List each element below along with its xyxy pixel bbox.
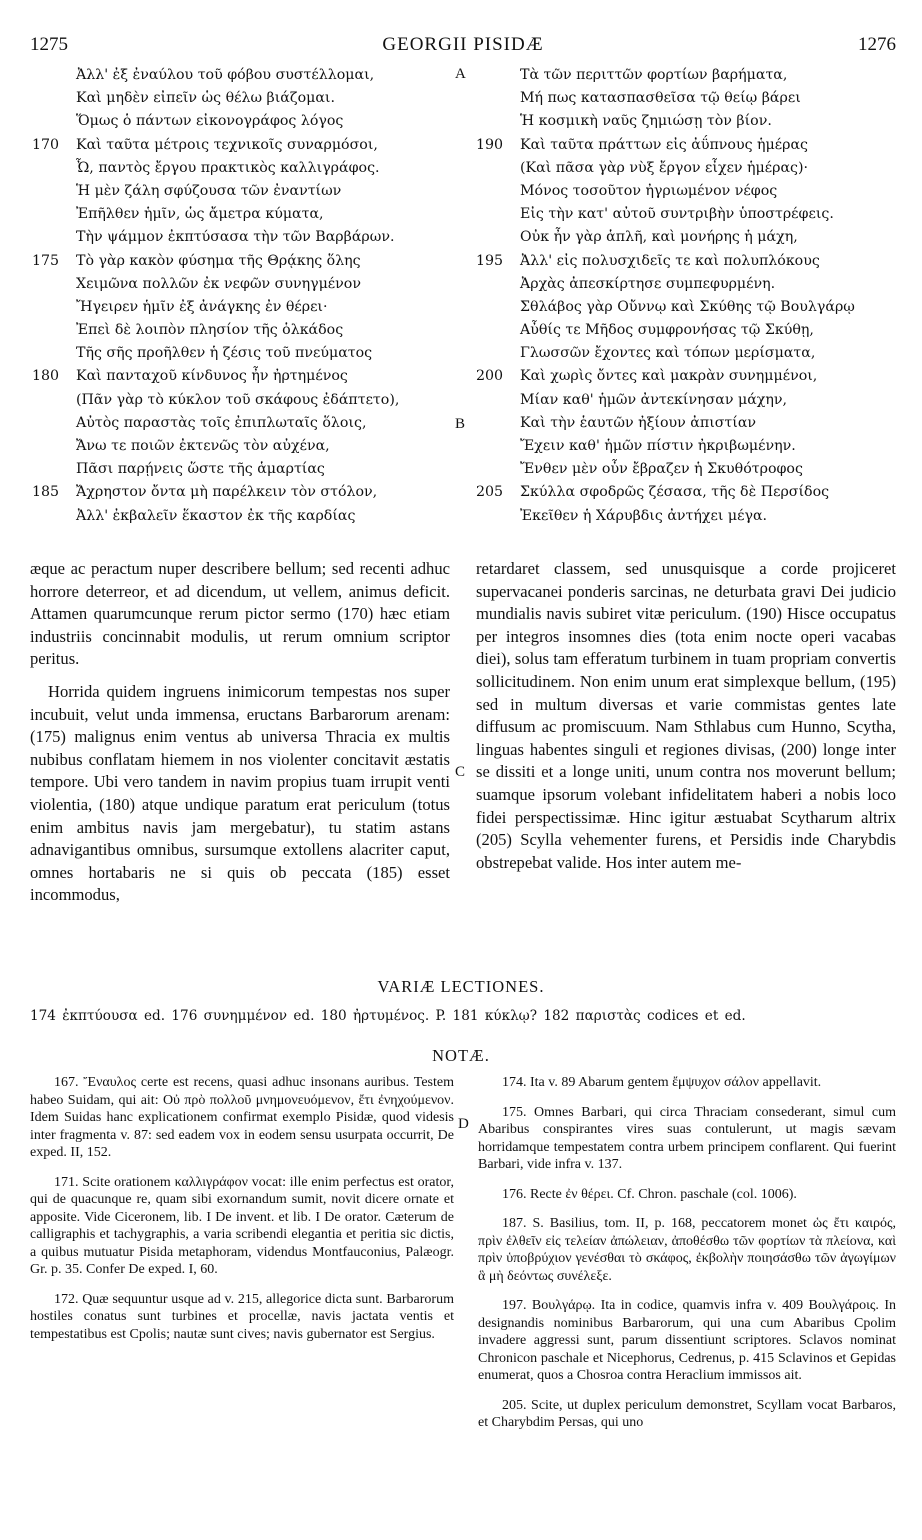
verse-text: (Καὶ πᾶσα γὰρ νὺξ ἔργον εἶχεν ἡμέρας)· [520, 159, 809, 176]
verse-text: Ἄνω τε ποιῶν ἐκτενῶς τὸν αὐχένα, [76, 438, 330, 454]
verse-line [476, 296, 896, 319]
running-title: GEORGII PISIDÆ [382, 34, 544, 55]
page-header [30, 34, 896, 58]
verse-line [32, 203, 460, 226]
verse-number: 190 [476, 136, 504, 153]
verse-text: Ἀρχὰς ἀπεσκίρτησε συμπεφυρμένη. [520, 275, 776, 292]
verse-text: Ὦ, παντὸς ἔργου πρακτικὸς καλλιγράφος. [76, 159, 380, 176]
verse-line [476, 505, 896, 528]
verse-text: Σθλάβος γὰρ Οὔννῳ καὶ Σκύθης τῷ Βουλγάρῳ [520, 298, 855, 315]
verse-text: Ἄχρηστον ὄντα μὴ παρέλκειν τὸν στόλον, [76, 484, 378, 501]
verse-line [476, 87, 896, 110]
verse-text: Εἰς τὴν κατ' αὐτοῦ συντριβὴν ὑποστρέφεις. [520, 206, 834, 223]
verse-line [476, 134, 896, 157]
verse-number: 205 [476, 484, 504, 501]
notes-right [478, 1074, 896, 1444]
verse-text: Σκύλλα σφοδρῶς ζέσασα, τῆς δὲ Περσίδος [520, 484, 830, 501]
note-paragraph: 174. Ita v. 89 Abarum gentem ἔμψυχον σάλον appellavit. [502, 1075, 822, 1090]
verse-line [32, 296, 460, 319]
latin-translation-right [476, 558, 896, 884]
verse-text: Μόνος τοσοῦτον ἠγριωμένον νέφος [520, 182, 778, 199]
latin-paragraph: Horrida quidem ingruens inimicorum tempestas nos super incubuit, velut unda immensa, eructans Barbarorum arenam: (175) malignus enim ventus ab universa Thracia ex multis nubibus conflatam hiemem in nos violenter concitavit æstatis tempore. Ubi vero tandem in navim propius tuam irrupit venti violentia, (180) atque undique paratum erat periculum (totus enim ambitus navis jam mergebatur), tu statim astans adnavigantibus omnibus, sursumque extollens alacriter caput, omnes hortabaris ne si quis ob peccata (185) esset incommodus, [30, 681, 450, 905]
verse-text: Ἔχειν καθ' ἡμῶν πίστιν ἠκριβωμένην. [520, 438, 796, 454]
verse-line [32, 481, 460, 504]
verse-text: Ὅμως ὁ πάντων εἰκονογράφος λόγος [76, 113, 344, 130]
verse-line [32, 64, 460, 87]
verse-text: Μίαν καθ' ἡμῶν ἀντεκίνησαν μάχην, [520, 391, 788, 408]
verse-text: Καὶ τὴν ἑαυτῶν ἠξίουν ἀπιστίαν [520, 414, 757, 431]
margin-letter-a: A [455, 66, 466, 82]
note-paragraph: 167. Ἔναυλος certe est recens, quasi adhuc insonans auribus. Testem habeo Suidam, qui ait: Οὐ πρὸ πολλοῦ μνημονευόμενον, ἔτι ἐνηχούμενον. Idem Suidas hanc explicationem confirmat exemplo Pisidæ, quod videsis inter fragmenta v. 87: sed eadem vox in eodem sensu usurpata occurrit, De exped. II, 152. [30, 1075, 454, 1160]
verse-line [476, 110, 896, 133]
note-paragraph: 205. Scite, ut duplex periculum demonstret, Scyllam vocat Barbaros, et Charybdim Persas, qui uno [478, 1397, 896, 1430]
verse-number: 180 [32, 368, 60, 385]
greek-verses-left [32, 64, 460, 528]
latin-paragraph: æque ac peractum nuper describere bellum; sed recenti adhuc horrore deterreor, et ad dicendum, ut vellem, animus deficit. Attamen quarumcunque rerum pictor sermo (170) hæc etiam industriis concinnabit modulis, ut rerum omnium scriptor peritus. [30, 559, 450, 669]
note-paragraph: 175. Omnes Barbari, qui circa Thraciam consederant, simul cum Abaribus conspirantes vires suas contulerunt, ut magis sævam horridamque tempestatem contra urbem principem conflarent. Qui fuerint Barbari, vide infra v. 137. [478, 1104, 896, 1172]
verse-text: Γλωσσῶν ἔχοντες καὶ τόπων μερίσματα, [520, 345, 816, 362]
note-paragraph: 171. Scite orationem καλλιγράφον vocat: ille enim perfectus est orator, qui de quacunque re, quam sibi exornandum sumit, novit dicere ornate et apposite. Vide Ciceronem, lib. I De invent. et lib. I De orator. Cæterum de calligraphis et tachygraphis, a varia scribendi elegantia et peritia sic dictis, a quibus mutuatur Pisida metaphoram, videndus Montfauconius, Palæogr. Gr. p. 35. Confer De exped. I, 60. [30, 1174, 454, 1277]
verse-line [476, 273, 896, 296]
latin-paragraph: retardaret classem, sed unusquisque a corde projiceret supervacanei ponderis sarcinas, ne deturbata gravi Dei judicio mundialis navis subiret vitæ periculum. (190) Hisce occupatus per integros insomnes dies (tota enim nocte operi vacabas diei), solus tam efferatum turbinem in tuam propriam convertis sollicitudinem. Non enim unum erat simplexque bellum, (195) sed in multum diversas et varie commistas gentes late diffusum ac promiscuum. Nam Sthlabus cum Hunno, Scytha, linguas habentes singuli et regiones divisas, (200) longe inter se dissiti et a longe uniti, unum contra nos moverunt bellum; suamque ipsorum volebant infidelitatem haberi a nobis loco fidei perspectissimæ. Hinc igitur æstuabat Scytharum altrix (205) Scylla vehementer furens, et Persidis inde Charybdis obstrepebat valide. Hos inter autem me- [476, 559, 896, 872]
verse-line [32, 435, 460, 458]
verse-line [32, 250, 460, 273]
page-number-left: 1275 [30, 34, 68, 55]
verse-text: Πᾶσι παρῄνεις ὥστε τῆς ἁμαρτίας [76, 461, 325, 478]
verse-line [32, 412, 460, 435]
verse-text: Ἐπῆλθεν ἡμῖν, ὡς ἄμετρα κύματα, [76, 206, 324, 223]
verse-text: Ἔνθεν μὲν οὖν ἔβραζεν ἡ Σκυθότροφος [520, 461, 803, 478]
verse-line [32, 342, 460, 365]
verse-line [32, 319, 460, 342]
verse-text: Αὖθίς τε Μῆδος συμφρονήσας τῷ Σκύθῃ, [520, 322, 814, 339]
verse-text: (Πᾶν γὰρ τὸ κύκλον τοῦ σκάφους ἐδάπτετο), [76, 391, 400, 408]
verse-text: Καὶ ταῦτα μέτροις τεχνικοῖς συναρμόσοι, [76, 136, 378, 153]
verse-line [476, 319, 896, 342]
verse-line [476, 342, 896, 365]
variae-lectiones-heading: VARIÆ LECTIONES. [377, 977, 545, 996]
verse-line [32, 273, 460, 296]
note-paragraph: 197. Βουλγάρῳ. Ita in codice, quamvis infra v. 409 Βουλγάροις. In designandis nominibus Barbarorum, qui una cum Abaribus Cpolim invadere aggressi sunt, parum dissentiunt scriptores. Sclavos nominat Chronicon paschale et Nicephorus, Cedrenus, p. 415 Sclavinos et Gepidas enumerat, quos a Chosroa contra Heraclium immissos ait. [478, 1298, 896, 1383]
verse-text: Ἐπεὶ δὲ λοιπὸν πλησίον τῆς ὁλκάδος [76, 322, 344, 339]
note-paragraph: 176. Recte ἐν θέρει. Cf. Chron. paschale (col. 1006). [502, 1186, 797, 1202]
verse-text: Αὐτὸς παραστὰς τοῖς ἐπιπλωταῖς ὅλοις, [76, 414, 367, 431]
verse-line [32, 505, 460, 528]
verse-text: Τὴν ψάμμον ἐκπτύσασα τὴν τῶν Βαρβάρων. [76, 229, 395, 246]
verse-line [476, 481, 896, 504]
verse-text: Καὶ πανταχοῦ κίνδυνος ἦν ἠρτημένος [76, 368, 348, 385]
verse-number: 175 [32, 252, 60, 269]
verse-line [476, 180, 896, 203]
verse-line [476, 64, 896, 87]
verse-line [476, 412, 896, 435]
verse-text: Καὶ μηδὲν εἰπεῖν ὡς θέλω βιάζομαι. [76, 90, 335, 107]
verse-text: Ἀλλ' ἐξ ἐναύλου τοῦ φόβου συστέλλομαι, [76, 67, 375, 83]
verse-number: 200 [476, 368, 504, 385]
variae-lectiones-text: 174 ἐκπτύουσα ed. 176 συνημμένον ed. 180 ἠρτυμένος. P. 181 κύκλῳ? 182 παριστὰς codices et ed. [30, 1008, 746, 1024]
verse-line [32, 365, 460, 388]
verse-line [32, 157, 460, 180]
verse-number: 185 [32, 484, 60, 501]
verse-text: Ἤγειρεν ἡμῖν ἐξ ἀνάγκης ἐν θέρει· [76, 298, 328, 315]
verse-text: Οὐκ ἦν γὰρ ἁπλῆ, καὶ μονήρης ἡ μάχη, [520, 229, 798, 246]
verse-text: Τὸ γὰρ κακὸν φύσημα τῆς Θρᾴκης ὅλης [76, 252, 361, 269]
verse-text: Ἐκεῖθεν ἡ Χάρυβδις ἀντήχει μέγα. [520, 507, 768, 524]
verse-text: Ἀλλ' ἐκβαλεῖν ἕκαστον ἐκ τῆς καρδίας [76, 507, 356, 524]
notes-left [30, 1074, 454, 1355]
verse-text: Ἀλλ' εἰς πολυσχιδεῖς τε καὶ πολυπλόκους [520, 252, 820, 269]
note-paragraph: 172. Quæ sequuntur usque ad v. 215, allegorice dicta sunt. Barbarorum hostiles conatus sunt turbines et procellæ, navis jactata ventis et tempestatibus est Cpolis; nautæ sunt cives; navis gubernator est Sergius. [30, 1291, 454, 1342]
verse-line [476, 250, 896, 273]
verse-line [476, 435, 896, 458]
verse-line [32, 180, 460, 203]
verse-line [476, 226, 896, 249]
greek-verses-right [476, 64, 896, 528]
verse-text: Μή πως κατασπασθεῖσα τῷ θείῳ βάρει [520, 90, 801, 107]
verse-line [476, 157, 896, 180]
verse-text: Τὰ τῶν περιττῶν φορτίων βαρήματα, [520, 67, 788, 83]
verse-text: Καὶ ταῦτα πράττων εἰς ἀΰπνους ἡμέρας [520, 136, 808, 153]
notae-heading: NOTÆ. [432, 1046, 490, 1065]
latin-translation-left [30, 558, 450, 917]
verse-line [476, 365, 896, 388]
verse-line [32, 110, 460, 133]
verse-line [476, 203, 896, 226]
verse-text: Τῆς σῆς προῆλθεν ἡ ζέσις τοῦ πνεύματος [76, 345, 373, 362]
note-paragraph: 187. S. Basilius, tom. II, p. 168, peccatorem monet ὡς ἔτι καιρός, πρὶν ἐλθεῖν εἰς τελείαν ἀπώλειαν, ἀποθέσθω τῶν φορτίων τὰ πλείονα, καὶ πρὶν ὑποβρύχιον γενέσθαι τὸ σκάφος, ἐκβολὴν ποιησάσθω τῶν ἀγωγίμων ἃ μὴ δεόντως συνέλεξε. [478, 1216, 896, 1284]
verse-text: Ἡ κοσμικὴ ναῦς ζημιώσῃ τὸν βίον. [520, 113, 772, 130]
verse-number: 195 [476, 252, 504, 269]
verse-line [476, 389, 896, 412]
margin-letter-c: C [455, 764, 466, 780]
page-number-right: 1276 [858, 34, 896, 55]
verse-line [32, 458, 460, 481]
verse-text: Καὶ χωρὶς ὄντες καὶ μακρὰν συνημμένοι, [520, 368, 818, 385]
verse-line [32, 226, 460, 249]
verse-line [32, 87, 460, 110]
verse-line [32, 134, 460, 157]
margin-letter-d: D [458, 1116, 469, 1132]
verse-text: Χειμῶνα πολλῶν ἐκ νεφῶν συνηγμένον [76, 275, 361, 292]
verse-number: 170 [32, 136, 60, 153]
verse-line [32, 389, 460, 412]
verse-text: Ἡ μὲν ζάλη σφύζουσα τῶν ἐναντίων [76, 182, 342, 199]
margin-letter-b: B [455, 416, 466, 432]
verse-line [476, 458, 896, 481]
